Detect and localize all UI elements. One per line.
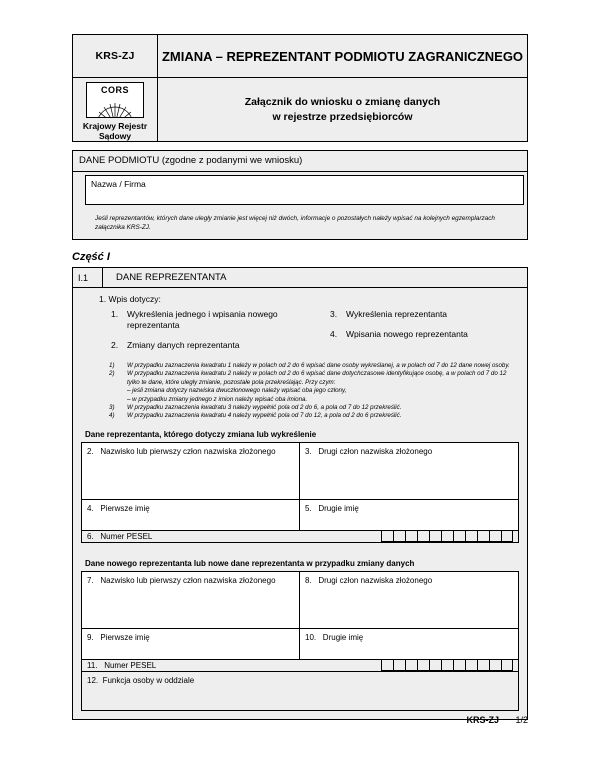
field-9-pierwsze-imie[interactable] <box>82 629 300 659</box>
field-3-label: Drugi człon nazwiska złożonego <box>318 446 433 456</box>
group1-title: Dane reprezentanta, którego dotyczy zmiana lub wykreślenie <box>85 429 317 439</box>
section-name: DANE REPREZENTANTA <box>116 272 227 283</box>
section-header <box>72 267 528 288</box>
footnote-2-text: W przypadku zaznaczenia kwadratu 2 należy w polach od 2 do 6 wpisać dane dotychczasowe identyfikujące osobę, a w polach od 7 do 12 tylko te dane, które uległy zmianie, pozostałe pola przekreślając. Przy czym: <box>127 370 507 386</box>
field-11-pesel-boxes[interactable] <box>381 660 513 671</box>
dane-podmiotu-note: Jeśli reprezentantów, których dane uległy zmianie jest więcej niż dwóch, informacje o pozostałych należy wpisać na kolejnych egzemplarzach załącznika KRS-ZJ. <box>73 208 527 239</box>
dane-podmiotu-section <box>72 150 528 240</box>
field-4-number: 4. <box>87 503 94 513</box>
footnote-4 <box>109 412 513 420</box>
group2-row-4 <box>82 671 518 710</box>
field-11-label-wrap <box>87 661 156 670</box>
form-sheet <box>72 34 528 720</box>
wpis-dotyczy-label: 1. Wpis dotyczy: <box>99 294 161 304</box>
pesel-cell[interactable] <box>417 660 429 671</box>
field-10-drugie-imie[interactable] <box>300 629 518 659</box>
section-body <box>72 288 528 720</box>
footnote-3-number: 3) <box>109 404 115 412</box>
field-6-pesel[interactable] <box>82 531 518 542</box>
pesel-cell[interactable] <box>393 531 405 542</box>
pesel-cell[interactable] <box>453 660 465 671</box>
field-5-number: 5. <box>305 503 312 513</box>
pesel-cell[interactable] <box>429 531 441 542</box>
wpis-option-1-label: Wykreślenia jednego i wpisania nowego reprezentanta <box>127 309 278 330</box>
footnote-2-subitem-2: – w przypadku zmiany jednego z imion należy wpisać oba imiona. <box>127 395 308 403</box>
group1-row-1 <box>82 443 518 499</box>
field-8-drugi-czlon[interactable] <box>300 572 518 628</box>
footnote-2 <box>109 370 513 387</box>
wpis-option-3-number: 3. <box>330 309 338 319</box>
logo-caption-line1: Krajowy Rejestr <box>82 121 148 131</box>
wpis-option-1[interactable] <box>81 309 300 331</box>
page-footer <box>466 715 528 725</box>
pesel-cell[interactable] <box>405 660 417 671</box>
wpis-option-4-label: Wpisania nowego reprezentanta <box>346 329 468 339</box>
nazwa-firma-label: Nazwa / Firma <box>91 179 146 189</box>
nazwa-firma-field[interactable] <box>85 175 524 205</box>
krs-logo <box>73 78 157 141</box>
header-left <box>73 35 158 141</box>
field-6-number: 6. <box>87 531 94 541</box>
pesel-cell[interactable] <box>381 531 393 542</box>
sunburst-icon <box>93 103 137 118</box>
footer-form-code: KRS-ZJ <box>466 715 499 725</box>
field-12-label: Funkcja osoby w oddziale <box>102 675 195 685</box>
wpis-options <box>81 309 519 360</box>
pesel-cell[interactable] <box>477 531 489 542</box>
wpis-options-right <box>300 309 519 360</box>
field-10-number: 10. <box>305 632 317 642</box>
group2-row-2 <box>82 628 518 659</box>
field-6-pesel-boxes[interactable] <box>381 531 513 542</box>
wpis-options-left <box>81 309 300 360</box>
group2-fields <box>81 571 519 711</box>
wpis-option-2-label: Zmiany danych reprezentanta <box>127 340 240 350</box>
field-8-label: Drugi człon nazwiska złożonego <box>318 575 433 585</box>
pesel-cell[interactable] <box>501 660 513 671</box>
footnote-1-number: 1) <box>109 362 115 369</box>
field-5-label: Drugie imię <box>318 503 359 513</box>
field-2-nazwisko[interactable] <box>82 443 300 499</box>
footnote-3 <box>109 404 513 412</box>
footnote-1 <box>109 362 513 370</box>
group2-title: Dane nowego reprezentanta lub nowe dane reprezentanta w przypadku zmiany danych <box>85 558 415 568</box>
field-7-number: 7. <box>87 575 94 585</box>
field-8-number: 8. <box>305 575 312 585</box>
group2-row-3 <box>82 659 518 671</box>
field-11-number: 11. <box>87 660 98 670</box>
form-header <box>72 34 528 142</box>
pesel-cell[interactable] <box>489 660 501 671</box>
footnote-1-text: W przypadku zaznaczenia kwadratu 1 należy w polach od 2 do 6 wpisać dane osoby wykreślanej, a w polach od 7 do 12 dane nowej osoby. <box>127 362 510 369</box>
pesel-cell[interactable] <box>477 660 489 671</box>
wpis-option-2[interactable] <box>81 340 300 351</box>
dane-podmiotu-body <box>73 172 527 208</box>
field-11-label: Numer PESEL <box>104 660 157 670</box>
group1-row-2 <box>82 499 518 530</box>
form-subtitle-line2: w rejestrze przedsiębiorców <box>272 110 413 123</box>
group1-fields <box>81 442 519 543</box>
pesel-cell[interactable] <box>453 531 465 542</box>
form-code: KRS-ZJ <box>73 35 157 78</box>
pesel-cell[interactable] <box>489 531 501 542</box>
pesel-cell[interactable] <box>465 660 477 671</box>
logo-cors-text: CORS <box>100 85 129 95</box>
footnote-4-number: 4) <box>109 412 115 420</box>
field-10-label: Drugie imię <box>322 632 364 642</box>
wpis-option-4-number: 4. <box>330 329 338 339</box>
dane-podmiotu-title: DANE PODMIOTU (zgodne z podanymi we wniosku) <box>73 151 527 172</box>
pesel-cell[interactable] <box>441 660 453 671</box>
section-number: I.1 <box>73 268 103 287</box>
field-12-funkcja[interactable] <box>82 672 518 710</box>
wpis-option-3[interactable] <box>300 309 519 320</box>
wpis-option-1-number: 1. <box>111 309 119 319</box>
pesel-cell[interactable] <box>429 660 441 671</box>
field-3-drugi-czlon[interactable] <box>300 443 518 499</box>
field-7-nazwisko[interactable] <box>82 572 300 628</box>
pesel-cell[interactable] <box>393 660 405 671</box>
field-9-number: 9. <box>87 632 94 642</box>
pesel-cell[interactable] <box>405 531 417 542</box>
field-12-number: 12. <box>87 675 99 685</box>
field-2-number: 2. <box>87 446 94 456</box>
pesel-cell[interactable] <box>381 660 393 671</box>
field-6-label: Numer PESEL <box>100 531 153 541</box>
footnote-4-text: W przypadku zaznaczenia kwadratu 4 należy wypełnić pola od 7 do 12, a pola od 2 do 6 przekreślić. <box>127 412 402 420</box>
logo-caption-line2: Sądowy <box>98 131 132 141</box>
field-2-label: Nazwisko lub pierwszy człon nazwiska złożonego <box>100 446 276 456</box>
footnote-2-number: 2) <box>109 370 115 378</box>
header-right <box>158 35 527 141</box>
field-3-number: 3. <box>305 446 312 456</box>
field-7-label: Nazwisko lub pierwszy człon nazwiska złożonego <box>100 575 276 585</box>
wpis-option-2-number: 2. <box>111 340 119 350</box>
field-11-pesel[interactable] <box>82 660 518 671</box>
logo-emblem-box <box>86 82 144 118</box>
wpis-option-4[interactable] <box>300 329 519 340</box>
pesel-cell[interactable] <box>465 531 477 542</box>
field-6-label-wrap <box>87 532 152 541</box>
group1-row-3 <box>82 530 518 542</box>
logo-caption <box>83 121 147 141</box>
part-label: Część I <box>72 251 110 263</box>
pesel-cell[interactable] <box>417 531 429 542</box>
form-subtitle <box>158 78 527 141</box>
pesel-cell[interactable] <box>441 531 453 542</box>
form-subtitle-line1: Załącznik do wniosku o zmianę danych <box>244 95 441 108</box>
footnote-3-text: W przypadku zaznaczenia kwadratu 3 należy wypełnić pola od 2 do 6, a pola od 7 do 12 przekreślić. <box>127 404 402 412</box>
pesel-cell[interactable] <box>501 531 513 542</box>
form-title: ZMIANA – REPREZENTANT PODMIOTU ZAGRANICZNEGO <box>158 35 527 78</box>
field-4-pierwsze-imie[interactable] <box>82 500 300 530</box>
wpis-option-3-label: Wykreślenia reprezentanta <box>346 309 448 319</box>
footer-page-number: 1/2 <box>515 715 528 725</box>
field-5-drugie-imie[interactable] <box>300 500 518 530</box>
footnotes <box>81 362 519 421</box>
footnote-2-subitem-1: – jeśli zmiana dotyczy nazwiska dwuczłonowego należy wpisać oba jego człony, <box>127 387 347 395</box>
group2-row-1 <box>82 572 518 628</box>
field-9-label: Pierwsze imię <box>100 632 150 642</box>
field-4-label: Pierwsze imię <box>100 503 150 513</box>
